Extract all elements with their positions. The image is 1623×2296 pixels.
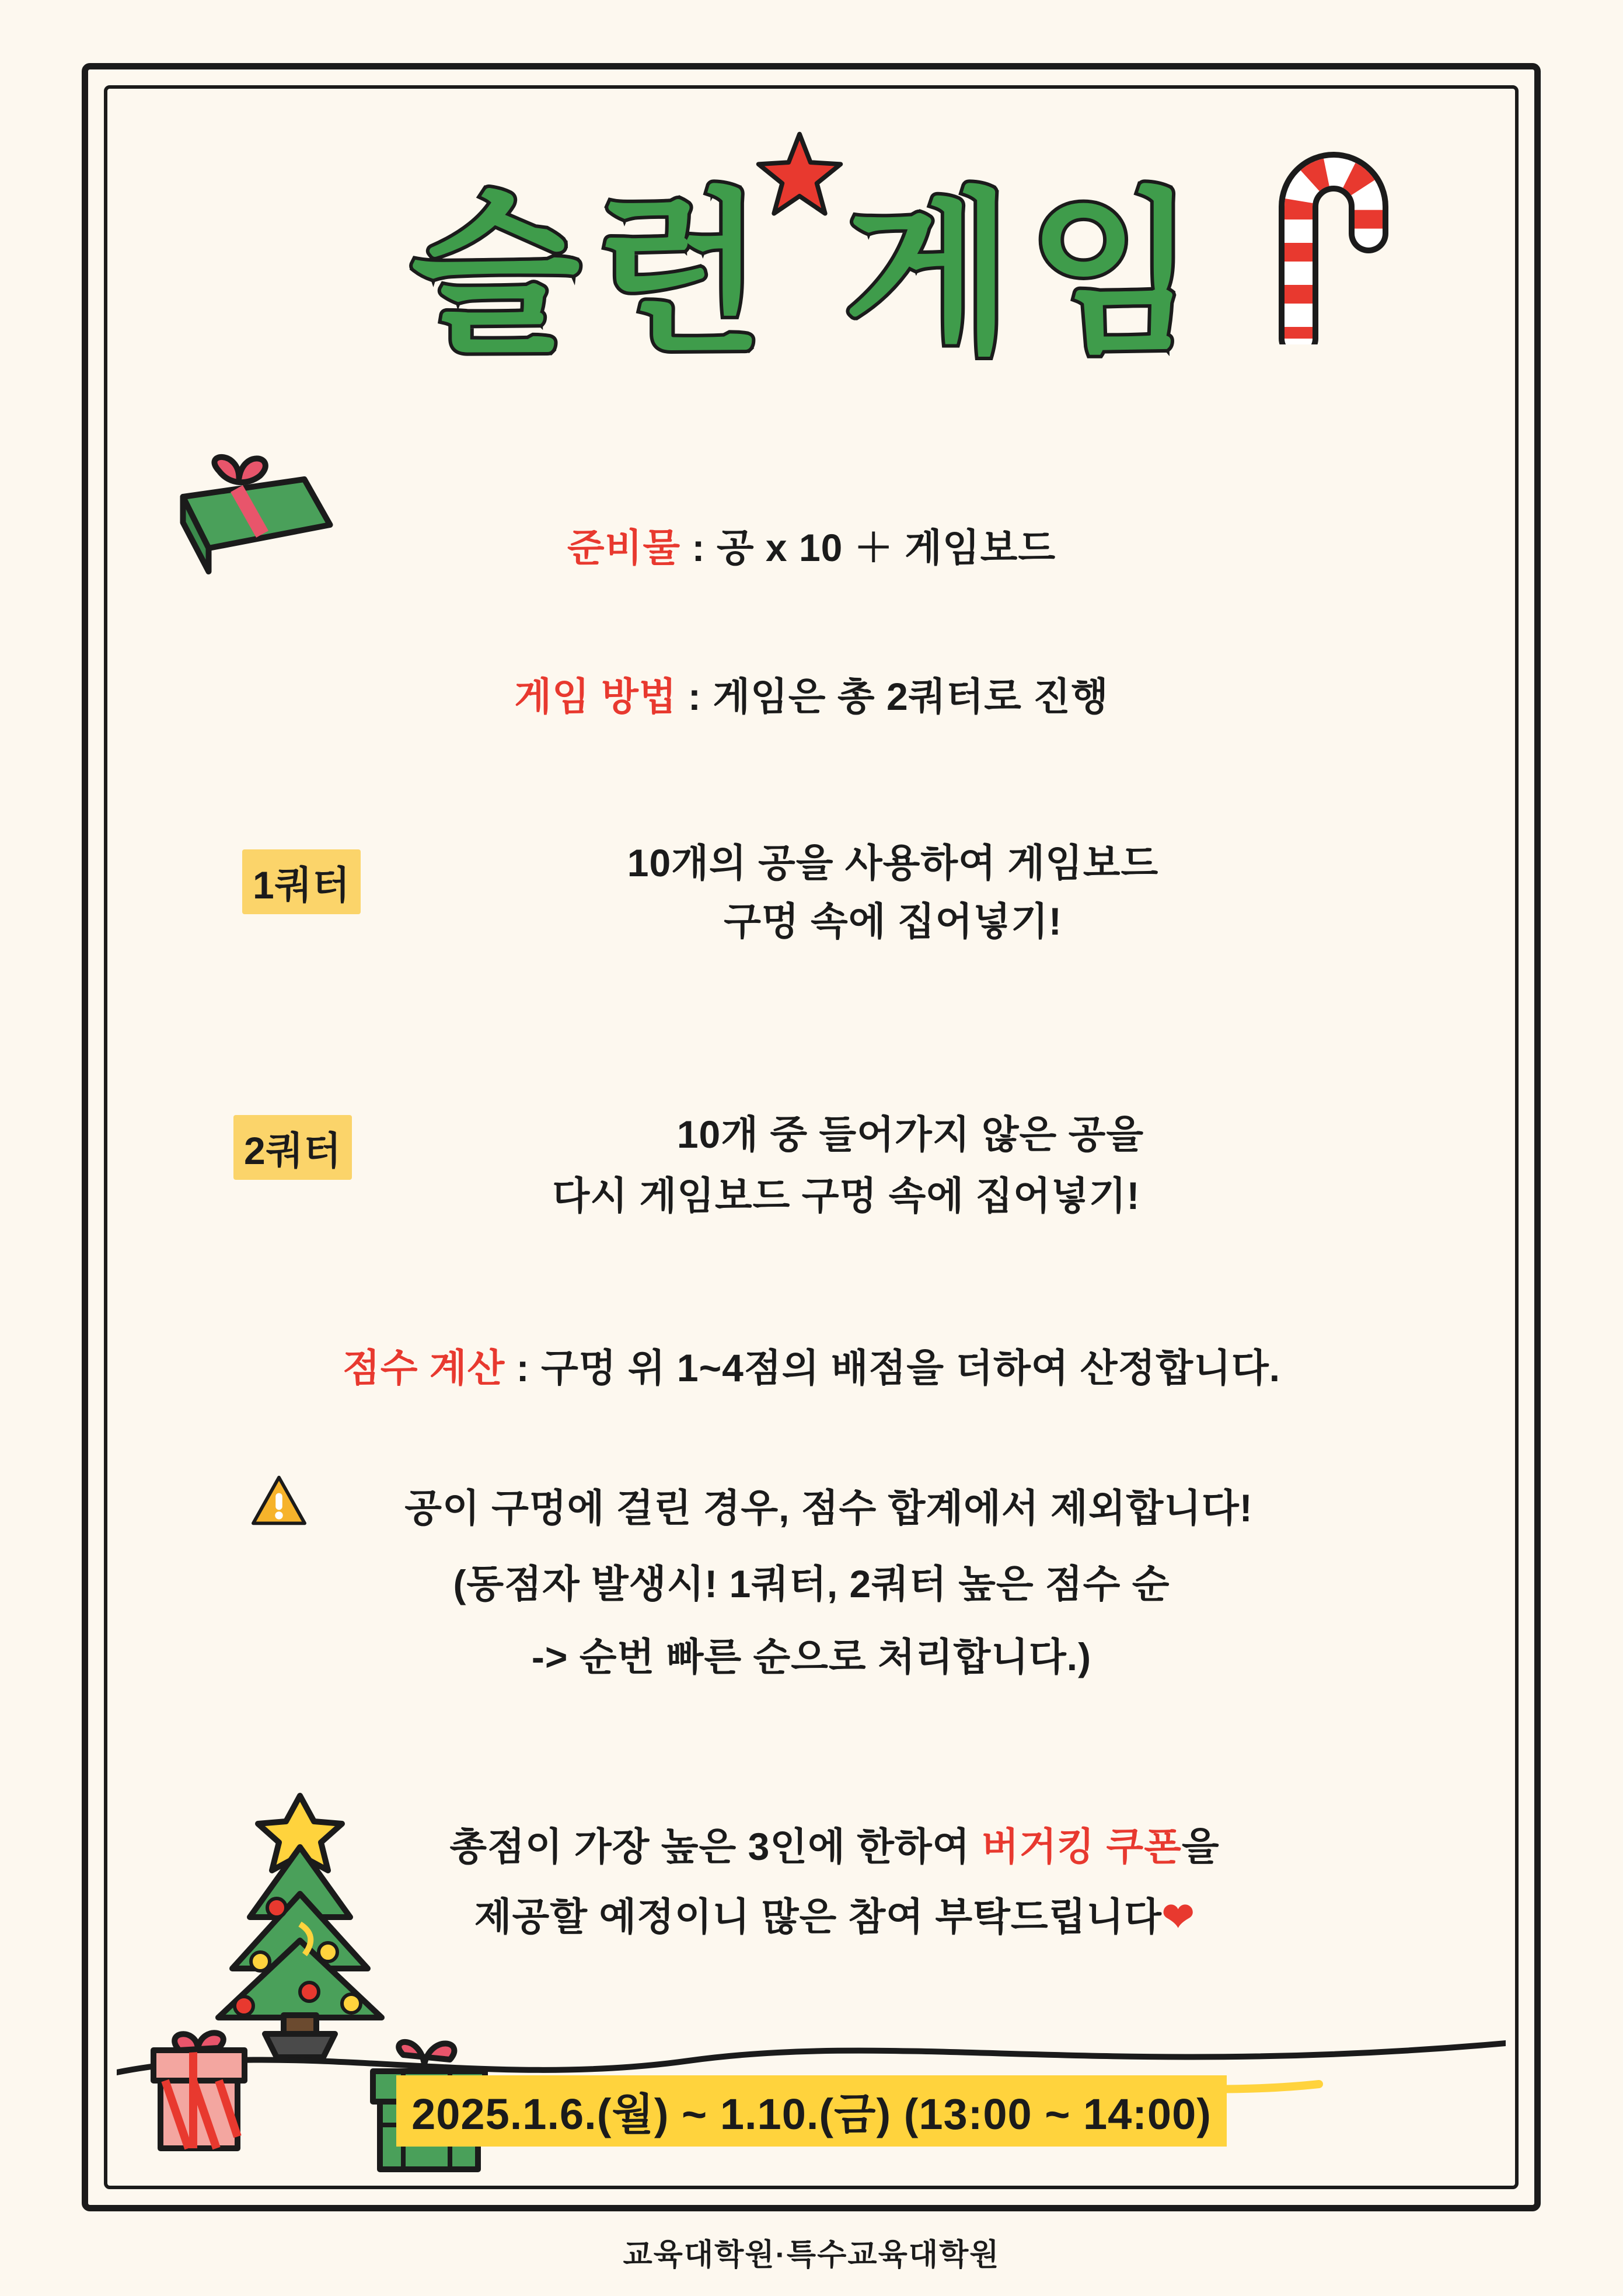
reward-accent: 버거킹 쿠폰 xyxy=(981,1825,1182,1868)
notice-line-2: (동점자 발생시! 1쿼터, 2쿼터 높은 점수 순 xyxy=(453,1562,1170,1605)
quarter-2-badge: 2쿼터 xyxy=(233,1115,352,1180)
quarter-1-badge: 1쿼터 xyxy=(242,849,361,914)
quarter-2-line-2: 다시 게임보드 구멍 속에 집어넣기! xyxy=(552,1174,1140,1217)
notice-line-3: -> 순번 빠른 순으로 처리합니다.) xyxy=(531,1635,1092,1678)
date-banner xyxy=(0,2075,1623,2147)
reward-line-2-text: 제공할 예정이니 많은 참여 부탁드립니다 xyxy=(474,1895,1162,1938)
prep-line xyxy=(0,517,1623,572)
heart-icon: ❤ xyxy=(1161,1895,1195,1938)
method-line xyxy=(0,666,1623,721)
prep-text: : 공 x 10 ＋ 게임보드 xyxy=(680,526,1056,569)
page-title: 슬런 게임 xyxy=(411,176,1212,372)
footer-organization: 교육대학원·특수교육대학원 xyxy=(623,2238,1000,2272)
method-label: 게임 방법 xyxy=(514,675,677,718)
score-text: : 구멍 위 1~4점의 배점을 더하여 산정합니다. xyxy=(505,1346,1281,1389)
quarter-1-line-1: 10개의 공을 사용하여 게임보드 xyxy=(627,841,1159,884)
method-text: : 게임은 총 2쿼터로 진행 xyxy=(676,675,1109,718)
notice-line-1: 공이 구멍에 걸린 경우, 점수 합계에서 제외합니다! xyxy=(404,1486,1253,1529)
prep-label: 준비물 xyxy=(567,526,681,569)
reward-line-1-post: 을 xyxy=(1181,1825,1220,1868)
score-label: 점수 계산 xyxy=(342,1346,505,1389)
quarter-2-line-1: 10개 중 들어가지 않은 공을 xyxy=(676,1113,1144,1156)
reward-line-1-pre: 총점이 가장 높은 3인에 한하여 xyxy=(449,1825,982,1868)
date-banner-text: 2025.1.6.(월) ~ 1.10.(금) (13:00 ~ 14:00) xyxy=(396,2075,1227,2147)
quarter-1-line-2: 구멍 속에 집어넣기! xyxy=(724,900,1062,943)
score-line xyxy=(0,1337,1623,1392)
